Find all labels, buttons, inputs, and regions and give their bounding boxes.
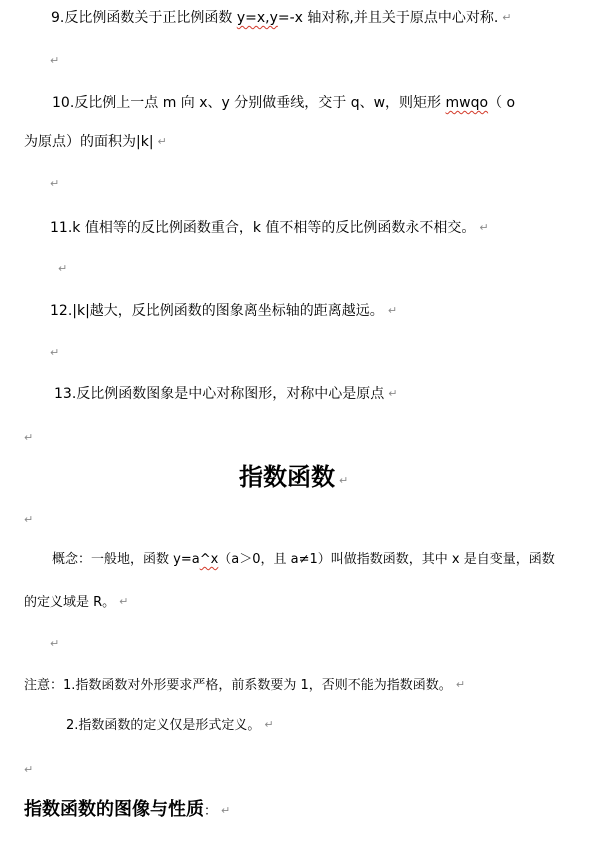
return-mark-icon: ↵ (388, 387, 398, 400)
return-mark-icon: ↵ (339, 474, 349, 487)
item-9-wavy-text: y=x,y (236, 10, 278, 26)
subheading (24, 801, 230, 819)
item-9 (51, 11, 512, 25)
concept-text-before: 概念：一般地，函数 y=a (52, 552, 200, 567)
item-9-text-after: =-x 轴对称,并且关于原点中心对称. (277, 10, 499, 26)
return-mark-icon: ↵ (387, 304, 398, 317)
concept-wavy-text: ^x (199, 552, 219, 567)
item-10-line-2-text: 为原点）的面积为|k| (24, 134, 154, 150)
note-2-text: 2.指数函数的定义仅是形式定义。 (66, 718, 261, 733)
return-mark-icon: ↵ (50, 54, 60, 67)
item-10-text-before: 10.反比例上一点 m 向 x、y 分别做垂线，交于 q、w，则矩形 (52, 95, 446, 111)
subheading-text: 指数函数的图像与性质 (24, 799, 204, 820)
return-mark-icon: ↵ (50, 637, 60, 650)
concept-line-2 (24, 596, 128, 609)
note-2 (66, 719, 274, 732)
item-13-text: 13.反比例函数图象是中心对称图形，对称中心是原点 (54, 386, 385, 402)
return-mark-icon: ↵ (221, 804, 231, 817)
subheading-suffix: ： (204, 804, 218, 819)
item-12-text: 12.|k|越大，反比例函数的图象离坐标轴的距离越远。 (50, 303, 384, 319)
note-1 (24, 679, 465, 692)
item-10-line-2 (24, 135, 167, 149)
return-mark-icon: ↵ (264, 718, 274, 731)
item-13 (54, 387, 397, 401)
note-1-text: 注意：1.指数函数对外形要求严格，前系数要为 1，否则不能为指数函数。 (24, 678, 452, 693)
item-10-text-after: （ o (488, 95, 516, 111)
return-mark-icon: ↵ (24, 763, 34, 776)
return-mark-icon: ↵ (24, 513, 34, 526)
return-mark-icon: ↵ (502, 11, 512, 24)
return-mark-icon: ↵ (24, 431, 34, 444)
return-mark-icon: ↵ (119, 595, 129, 608)
return-mark-icon: ↵ (479, 221, 489, 234)
return-mark-icon: ↵ (58, 262, 68, 275)
section-title-text: 指数函数 (239, 463, 335, 491)
item-9-text-before: 9.反比例函数关于正比例函数 (51, 10, 237, 26)
return-mark-icon: ↵ (50, 177, 60, 190)
return-mark-icon: ↵ (157, 135, 167, 148)
item-11-text: 11.k 值相等的反比例函数重合，k 值不相等的反比例函数永不相交。 (50, 220, 476, 236)
concept-text-after: （a＞0，且 a≠1）叫做指数函数，其中 x 是自变量，函数 (218, 552, 555, 567)
return-mark-icon: ↵ (455, 678, 466, 691)
return-mark-icon: ↵ (50, 346, 60, 359)
item-10-wavy-text: mwqo (445, 95, 489, 111)
item-11 (50, 221, 489, 235)
item-12 (50, 304, 397, 318)
concept-line-1 (52, 553, 555, 566)
item-10-line-1 (52, 96, 515, 110)
concept-line-2-text: 的定义域是 R。 (24, 595, 116, 610)
section-title (239, 465, 348, 489)
